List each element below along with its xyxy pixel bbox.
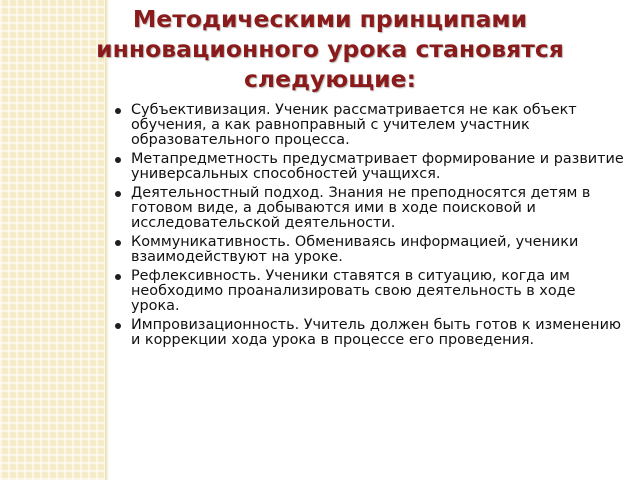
bullet-text: Деятельностный подход. Знания не преподносятся детям в готовом виде, а добываются ими в ходе поисковой и исследовательской деятельности. [131, 185, 591, 231]
bullet-dot-icon [115, 108, 121, 114]
bullet-dot-icon [115, 191, 121, 197]
slide-title: Методическими принципами инновационного урока становятся следующие: [96, 5, 564, 93]
bullet-item [113, 269, 625, 314]
bullet-text: Метапредметность предусматривает формирование и развитие универсальных способностей учащихся. [131, 151, 624, 182]
bullet-text: Коммуникативность. Обмениваясь информацией, ученики взаимодействуют на уроке. [131, 234, 579, 265]
bullet-item [113, 318, 625, 348]
bullet-dot-icon [115, 157, 121, 163]
bullet-list [113, 103, 625, 352]
bullet-item [113, 103, 625, 148]
bullet-dot-icon [115, 240, 121, 246]
bullet-dot-icon [115, 274, 121, 280]
bullet-dot-icon [115, 323, 121, 329]
bullet-item [113, 235, 625, 265]
bullet-text: Рефлексивность. Ученики ставятся в ситуацию, когда им необходимо проанализировать свою деятельность в ходе урока. [131, 268, 576, 314]
bullet-item [113, 152, 625, 182]
bullet-text: Субъективизация. Ученик рассматривается не как объект обучения, а как равноправный с учителем участник образовательного процесса. [131, 102, 577, 148]
bullet-item [113, 186, 625, 231]
bullet-text: Импровизационность. Учитель должен быть готов к изменению и коррекции хода урока в процессе его проведения. [131, 317, 622, 348]
